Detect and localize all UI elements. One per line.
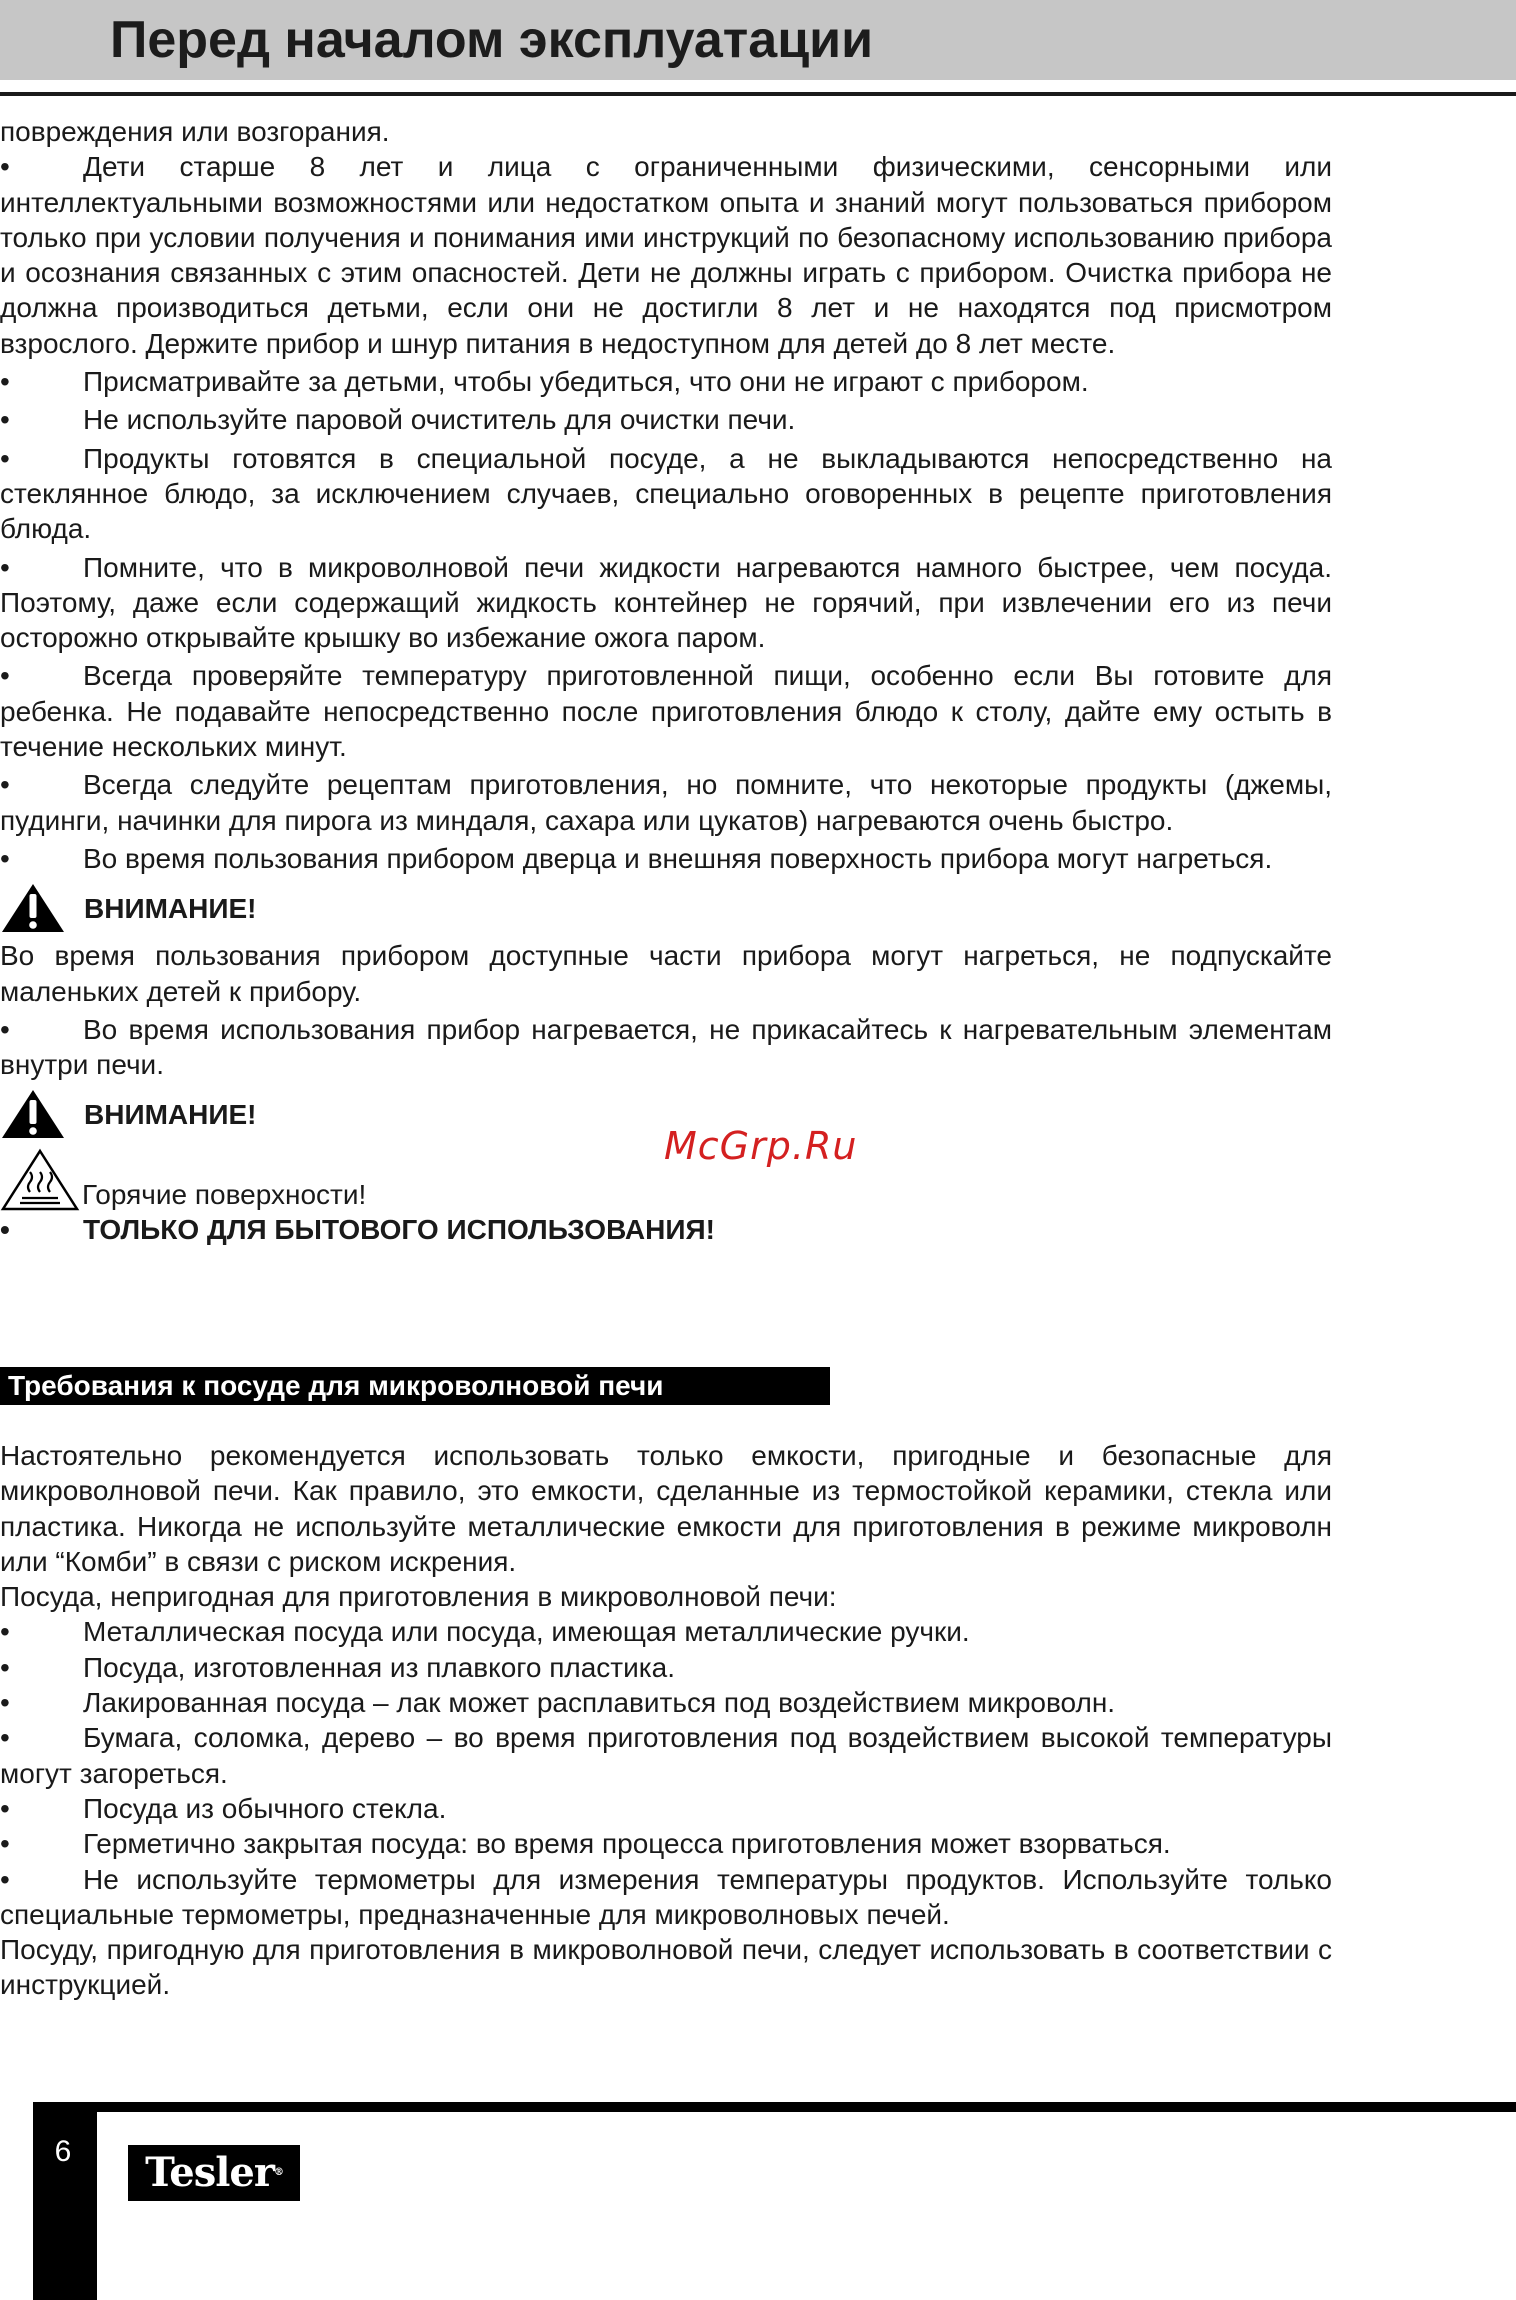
- bullet-marker: •: [0, 1616, 10, 1648]
- bullet-marker: •: [0, 1214, 10, 1246]
- list-item-text: Продукты готовятся в специальной посуде, а не выкладываются непосредственно на стеклянное блюдо, за исключением случаев, специально оговоренных в рецепте приготовления блюда.: [0, 442, 1332, 545]
- list-item: [0, 364, 1332, 399]
- bullet-marker: •: [0, 404, 10, 436]
- list-item-text: Не используйте термометры для измерения температуры продуктов. Используйте только специальные термометры, предназначенные для микроволновых печей.: [0, 1863, 1332, 1930]
- warning-label: ВНИМАНИЕ!: [84, 1098, 257, 1130]
- bullet-marker: •: [0, 769, 10, 801]
- list-item: [0, 1650, 1332, 1685]
- list-item-text: Помните, что в микроволновой печи жидкости нагреваются намного быстрее, чем посуда. Поэтому, даже если содержащий жидкость контейнер не горячий, при извлечении его из печи осторожно открывайте крышку во избежание ожога паром.: [0, 551, 1332, 654]
- list-item-text: Посуда из обычного стекла.: [83, 1792, 447, 1824]
- list-item: [0, 1791, 1332, 1826]
- list-item: [0, 1826, 1332, 1861]
- bullet-marker: •: [0, 1863, 10, 1895]
- list-item-text: Герметично закрытая посуда: во время процесса приготовления может взорваться.: [83, 1828, 1171, 1860]
- bullet-marker: •: [0, 366, 10, 398]
- header-divider: [0, 92, 1516, 96]
- hot-surface-icon: [0, 1148, 80, 1212]
- warning-label: ВНИМАНИЕ!: [84, 892, 257, 924]
- list-item: [0, 441, 1332, 547]
- list-item-text: Во время использования прибор нагревается, не прикасайтесь к нагревательным элементам внутри печи.: [0, 1013, 1332, 1081]
- page-title: Перед началом эксплуатации: [110, 11, 874, 69]
- section-heading: Требования к посуде для микроволновой печи: [0, 1367, 830, 1405]
- list-item: [0, 1685, 1332, 1720]
- list-item: [0, 550, 1332, 656]
- bullet-marker: •: [0, 842, 10, 874]
- closing-text: Посуду, пригодную для приготовления в микроволновой печи, следует использовать в соответствии с инструкцией.: [0, 1934, 1332, 2001]
- list-item: [0, 841, 1332, 876]
- list-item: [0, 1012, 1332, 1083]
- bullet-marker: •: [0, 660, 10, 692]
- page-number: 6: [54, 2135, 72, 2168]
- unsuitable-heading: Посуда, непригодная для приготовления в микроволновой печи:: [0, 1581, 837, 1613]
- bullet-marker: •: [0, 442, 10, 474]
- list-item: [0, 658, 1332, 764]
- list-item-text: Не используйте паровой очиститель для очистки печи.: [83, 404, 796, 436]
- brand-logo-text: Tesler: [145, 2149, 274, 2196]
- hot-surface-text: Горячие поверхности!: [82, 1179, 367, 1211]
- bullet-marker: •: [0, 1722, 10, 1754]
- list-item-text: Лакированная посуда – лак может расплавиться под воздействием микроволн.: [83, 1687, 1116, 1719]
- footer-divider: [33, 2102, 1516, 2112]
- list-item-text: Дети старше 8 лет и лица с ограниченными физическими, сенсорными или интеллектуальными возможностями или недостатком опыта и знаний могут пользоваться прибором только при условии получения и понимания ими инструкций по безопасному использованию прибора и осознания связанных с этим опасностей. Дети не должны играть с прибором. Очистка прибора не должна производиться детьми, если они не достигли 8 лет и не находятся под присмотром взрослого. Держите прибор и шнур питания в недоступном для детей до 8 лет месте.: [0, 151, 1332, 359]
- warning-text: Во время пользования прибором доступные части прибора могут нагреться, не подпускайте маленьких детей к прибору.: [0, 940, 1332, 1007]
- bullet-marker: •: [0, 1651, 10, 1683]
- list-item: [0, 1720, 1332, 1791]
- bullet-marker: •: [0, 1828, 10, 1860]
- warning-icon: [0, 1088, 66, 1140]
- safety-content: [0, 114, 1332, 1248]
- household-use-text: ТОЛЬКО ДЛЯ БЫТОВОГО ИСПОЛЬЗОВАНИЯ!: [83, 1214, 715, 1246]
- list-item: [0, 402, 1332, 437]
- warning-icon: [0, 882, 66, 934]
- list-item-text: Присматривайте за детьми, чтобы убедиться, что они не играют с прибором.: [83, 366, 1089, 398]
- bullet-marker: •: [0, 1013, 10, 1045]
- list-item-text: Во время пользования прибором дверца и внешняя поверхность прибора могут нагреться.: [83, 842, 1273, 874]
- list-item: [0, 1614, 1332, 1649]
- bullet-marker: •: [0, 551, 10, 583]
- list-item-text: Металлическая посуда или посуда, имеющая металлические ручки.: [83, 1616, 970, 1648]
- list-item-text: Посуда, изготовленная из плавкого пластика.: [83, 1651, 675, 1683]
- watermark: McGrp.Ru: [664, 1124, 858, 1168]
- list-item-text: Всегда проверяйте температуру приготовленной пищи, особенно если Вы готовите для ребенка. Не подавайте непосредственно после приготовления блюдо к столу, дайте ему остыть в течение нескольких минут.: [0, 660, 1332, 763]
- bullet-marker: •: [0, 151, 10, 183]
- list-item-text: Всегда следуйте рецептам приготовления, но помните, что некоторые продукты (джемы, пудинги, начинки для пирога из миндаля, сахара или цукатов) нагреваются очень быстро.: [0, 769, 1332, 836]
- continuation-text: повреждения или возгорания.: [0, 116, 390, 147]
- brand-logo: [128, 2145, 300, 2201]
- list-item: [0, 767, 1332, 838]
- intro-text: Настоятельно рекомендуется использовать только емкости, пригодные и безопасные для микроволновой печи. Как правило, это емкости, сделанные из термостойкой керамики, стекла или пластика. Никогда не используйте металлические емкости для приготовления в режиме микроволн или “Комби” в связи с риском искрения.: [0, 1440, 1332, 1577]
- registered-mark: ®: [273, 2167, 283, 2178]
- list-item-text: Бумага, соломка, дерево – во время приготовления под воздействием высокой температуры могут загореться.: [0, 1722, 1332, 1789]
- household-use-notice: [0, 1212, 1332, 1247]
- cookware-content: [0, 1438, 1332, 2003]
- warning-heading: [0, 880, 1332, 936]
- bullet-marker: •: [0, 1687, 10, 1719]
- list-item: [0, 1862, 1332, 1933]
- list-item: [0, 149, 1332, 361]
- bullet-marker: •: [0, 1792, 10, 1824]
